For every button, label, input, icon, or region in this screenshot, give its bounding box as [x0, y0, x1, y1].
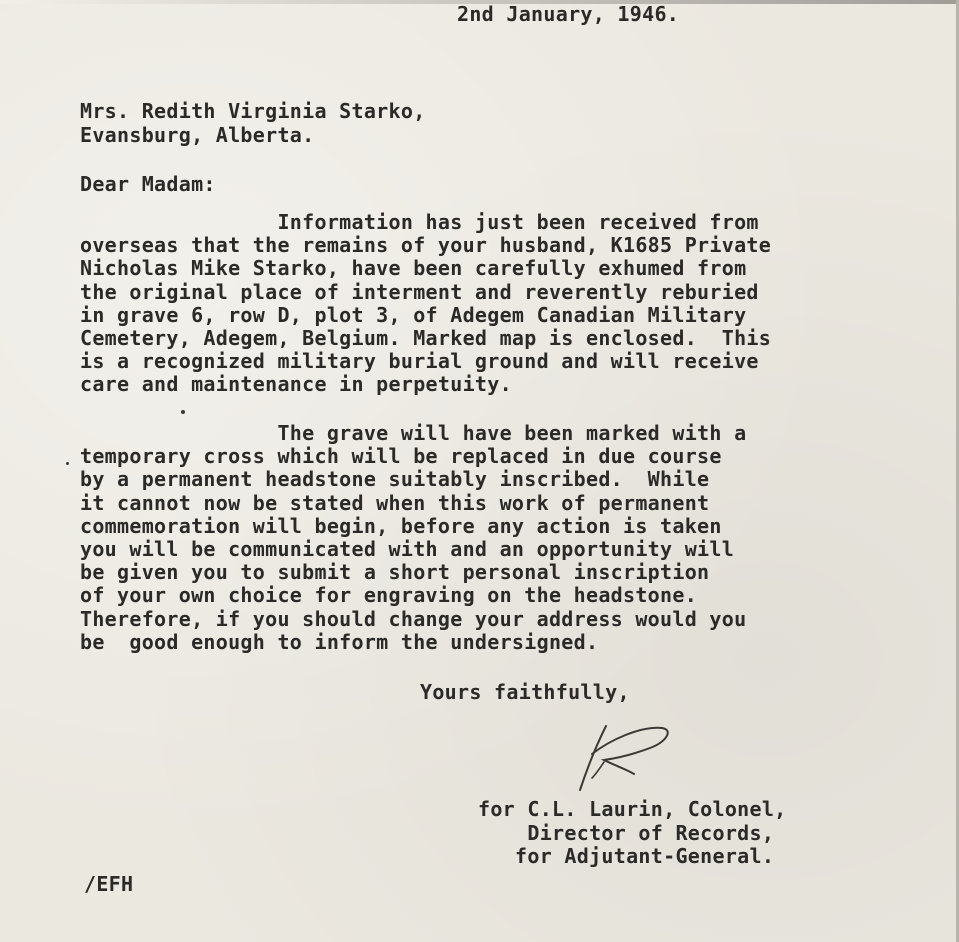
reference-initials: /EFH	[84, 872, 134, 896]
text-line: you will be communicated with and an opportunity will	[80, 537, 735, 562]
recipient-location: Evansburg, Alberta.	[80, 123, 315, 147]
text-line: care and maintenance in perpetuity.	[80, 372, 512, 397]
text-line: it cannot now be stated when this work of permanent	[80, 490, 710, 515]
paragraph-headstone	[80, 422, 900, 654]
text-line: Cemetery, Adegem, Belgium. Marked map is enclosed. This	[80, 326, 772, 351]
ink-speck	[66, 462, 69, 465]
signature-block	[478, 798, 787, 869]
text-line: by a permanent headstone suitably inscribed. While	[80, 467, 710, 492]
letter-date: 2nd January, 1946.	[457, 2, 680, 26]
text-line: Therefore, if you should change your address would you	[80, 606, 747, 631]
salutation: Dear Madam:	[80, 172, 216, 196]
text-line: be given you to submit a short personal inscription	[80, 560, 710, 585]
text-line: temporary cross which will be replaced in due course	[80, 444, 722, 469]
text-line: is a recognized military burial ground and will receive	[80, 349, 759, 374]
text-line: The grave will have been marked with a	[80, 421, 747, 445]
text-line: Nicholas Mike Starko, have been carefully exhumed from	[80, 256, 747, 281]
text-line: be good enough to inform the undersigned.	[80, 629, 599, 654]
signatory-line: for C.L. Laurin, Colonel,	[478, 797, 787, 821]
text-line: in grave 6, row D, plot 3, of Adegem Canadian Military	[80, 302, 747, 327]
paragraph-exhumation	[80, 211, 900, 397]
text-line: the original place of interment and reverently reburied	[80, 279, 759, 304]
signatory-line: for Adjutant-General.	[478, 844, 775, 868]
handwritten-signature	[570, 718, 680, 802]
text-line: of your own choice for engraving on the headstone.	[80, 583, 698, 608]
text-line: commemoration will begin, before any action is taken	[80, 513, 722, 538]
signatory-line: Director of Records,	[478, 820, 775, 845]
text-line: Information has just been received from	[80, 210, 759, 234]
text-line: overseas that the remains of your husband, K1685 Private	[80, 233, 772, 258]
ink-speck	[181, 410, 185, 414]
recipient-name: Mrs. Redith Virginia Starko,	[80, 99, 426, 123]
closing: Yours faithfully,	[420, 680, 630, 704]
